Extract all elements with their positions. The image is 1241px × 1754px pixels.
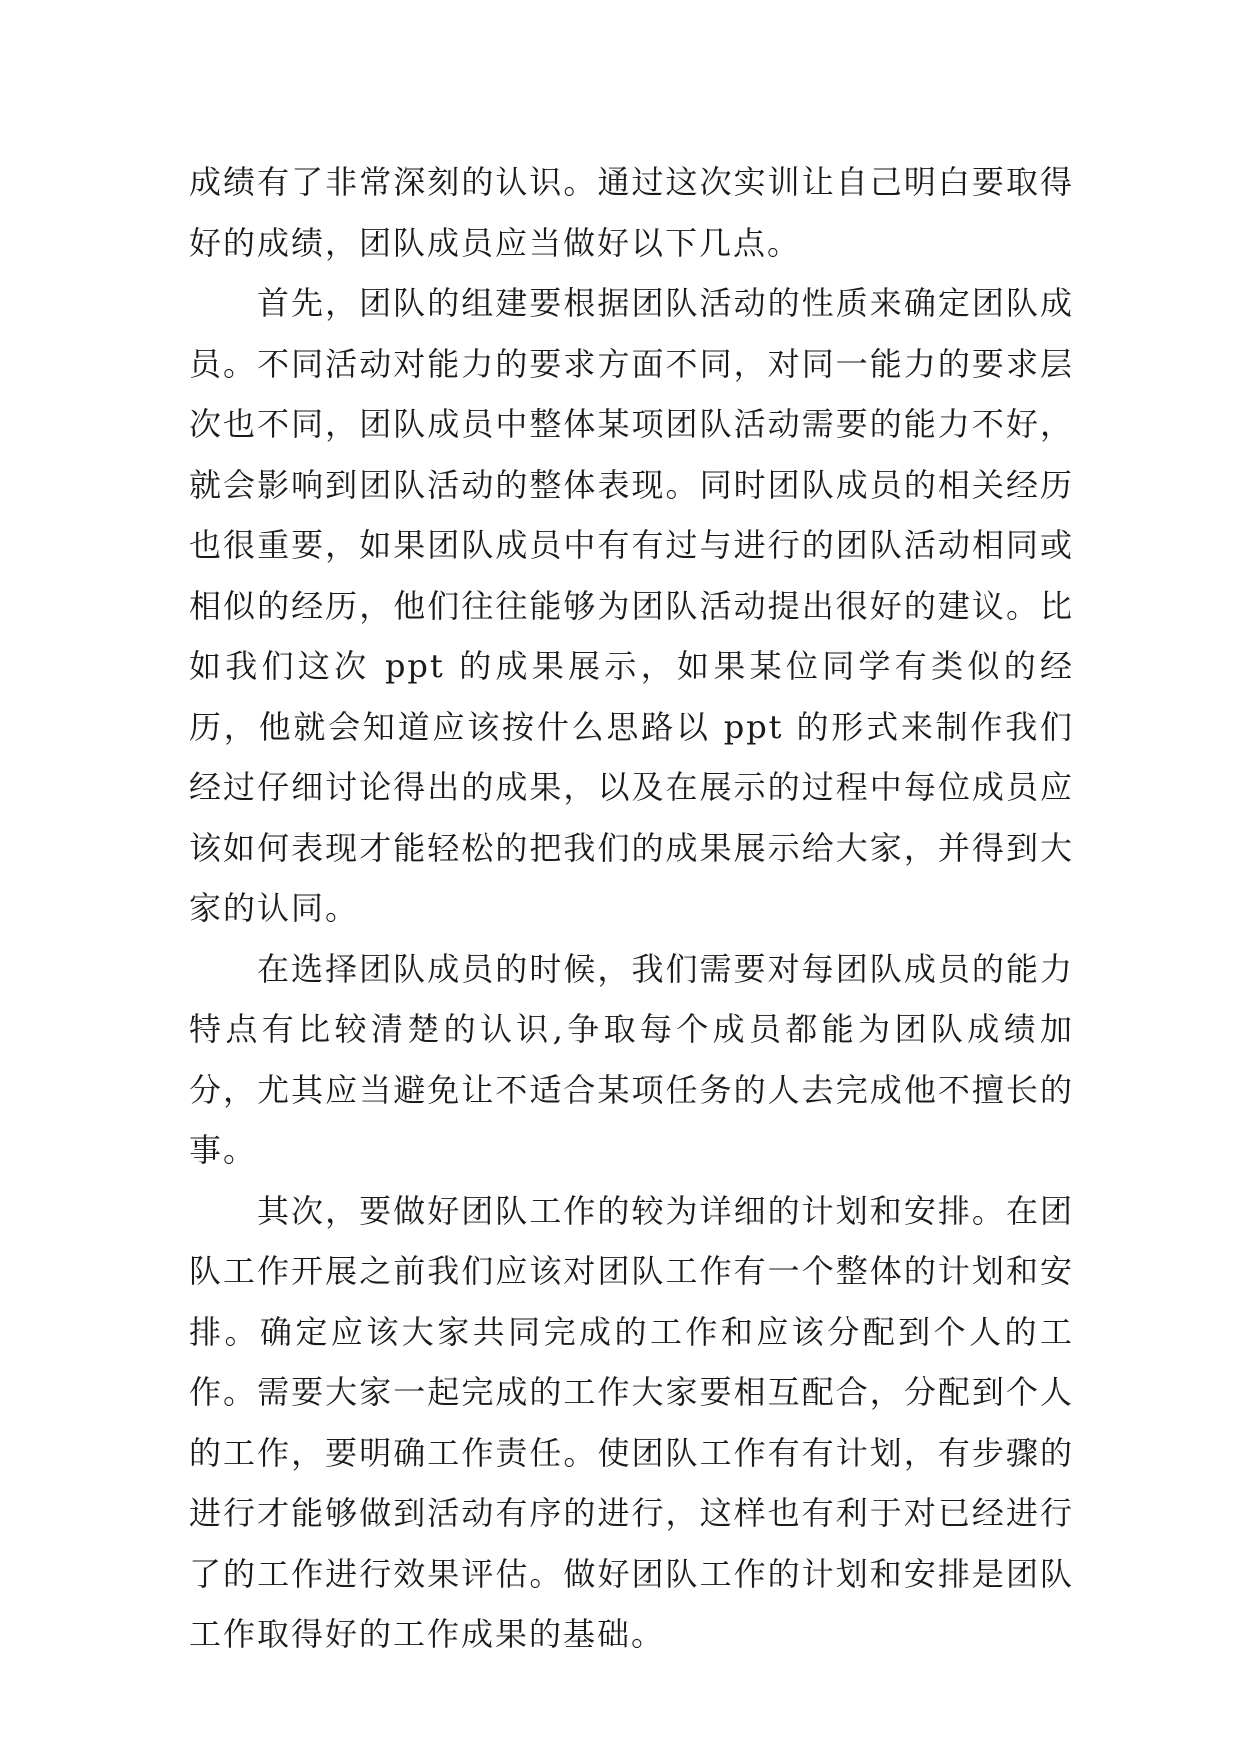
paragraph-planning: 其次，要做好团队工作的较为详细的计划和安排。在团队工作开展之前我们应该对团队工作有一个整体的计划和安排。确定应该大家共同完成的工作和应该分配到个人的工作。需要大家一起完成的工作大家要相互配合，分配到个人的工作，要明确工作责任。使团队工作有有计划，有步骤的进行才能够做到活动有序的进行，这样也有利于对已经进行了的工作进行效果评估。做好团队工作的计划和安排是团队工作取得好的工作成果的基础。 — [189, 1191, 1074, 1653]
paragraph-continuation: 成绩有了非常深刻的认识。通过这次实训让自己明白要取得好的成绩，团队成员应当做好以下几点。 — [189, 163, 1074, 262]
paragraph-team-formation: 首先，团队的组建要根据团队活动的性质来确定团队成员。不同活动对能力的要求方面不同，对同一能力的要求层次也不同，团队成员中整体某项团队活动需要的能力不好，就会影响到团队活动的整体表现。同时团队成员的相关经历也很重要，如果团队成员中有有过与进行的团队活动相同或相似的经历，他们往往能够为团队活动提出很好的建议。比如我们这次 ppt 的成果展示，如果某位同学有类似的经历，他就会知道应该按什么思路以 ppt 的形式来制作我们经过仔细讨论得出的成果，以及在展示的过程中每位成员应该如何表现才能轻松的把我们的成果展示给大家，并得到大家的认同。 — [189, 284, 1074, 927]
document-body — [189, 152, 1074, 1665]
paragraph-member-selection: 在选择团队成员的时候，我们需要对每团队成员的能力特点有比较清楚的认识,争取每个成员都能为团队成绩加分，尤其应当避免让不适合某项任务的人去完成他不擅长的事。 — [189, 949, 1074, 1169]
